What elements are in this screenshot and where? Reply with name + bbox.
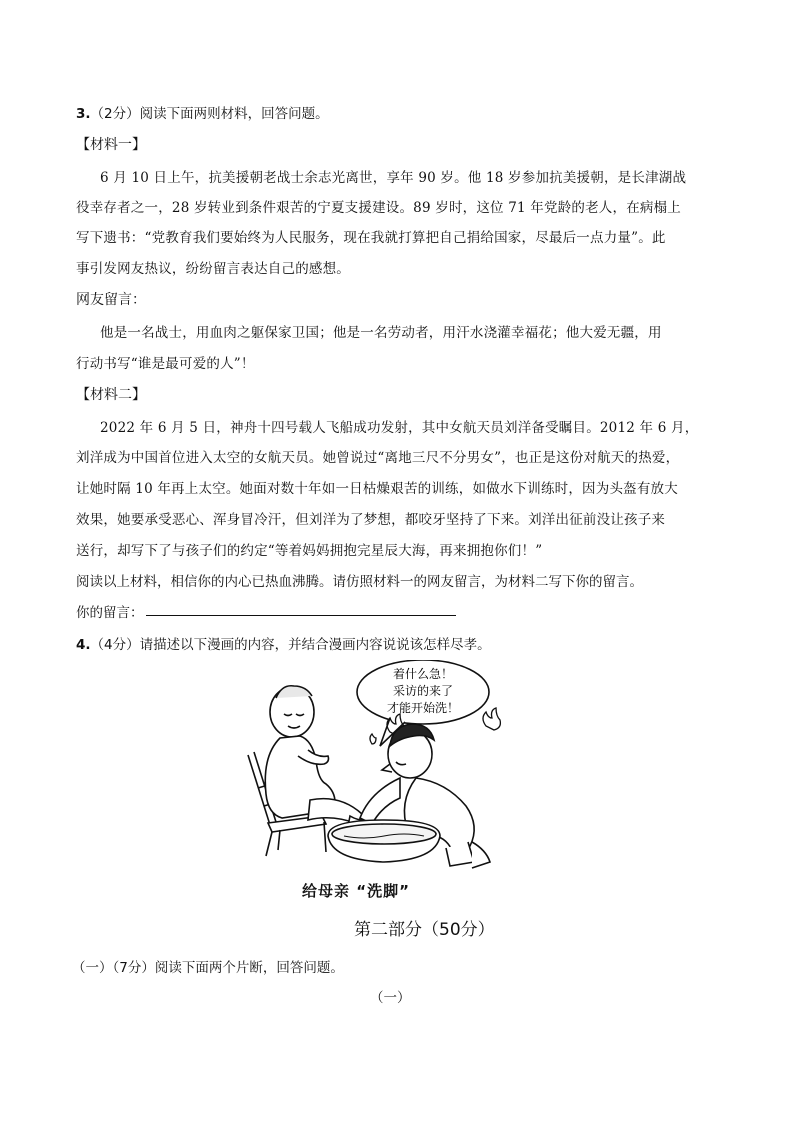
material-2-heading: 【材料二】 — [76, 387, 146, 403]
question-3-prompt — [76, 102, 329, 122]
question-3-number: 3. — [76, 106, 91, 122]
question-3-text: （2分）阅读下面两则材料，回答问题。 — [90, 106, 329, 122]
material-1-line: 役幸存者之一，28 岁转业到条件艰苦的宁夏支援建设。89 岁时，这位 71 年党龄的老人，在病榻上 — [76, 200, 681, 216]
speech-line: 才能开始洗！ — [386, 701, 460, 715]
material-1-heading: 【材料一】 — [76, 137, 146, 153]
question-4-number: 4. — [76, 637, 91, 653]
material-2-line: 让她时隔 10 年再上太空。她面对数十年如一日枯燥艰苦的训练，如做水下训练时，因为头盔有放大 — [76, 481, 678, 497]
material-2-line: 刘洋成为中国首位进入太空的女航天员。她曾说过“离地三尺不分男女”，也正是这份对航天的热爱， — [76, 450, 680, 466]
material-1-line: 6 月 10 日上午，抗美援朝老战士余志光离世，享年 90 岁。他 18 岁参加抗美援朝，是长津湖战 — [100, 170, 687, 186]
cartoon-caption: 给母亲 “洗脚” — [302, 882, 410, 900]
comment-line: 他是一名战士，用血肉之躯保家卫国；他是一名劳动者，用汗水浇灌幸福花；他大爱无疆，用 — [100, 325, 662, 341]
material-1-line: 写下遗书：“党教育我们要始终为人民服务，现在我就打算把自己捐给国家，尽最后一点力量”。此 — [76, 230, 666, 246]
comment-line: 行动书写“谁是最可爱的人”！ — [76, 356, 255, 372]
cartoon-illustration — [240, 660, 510, 875]
answer-blank-line[interactable] — [146, 615, 456, 616]
fragment-label: （一） — [370, 990, 411, 1006]
material-2-line: 2022 年 6 月 5 日，神舟十四号载人飞船成功发射，其中女航天员刘洋备受瞩目。2012 年 6 月， — [100, 420, 699, 436]
comment-heading: 网友留言： — [76, 292, 146, 308]
question-4-text: （4分）请描述以下漫画的内容，并结合漫画内容说说该怎样尽孝。 — [90, 637, 491, 653]
material-2-line: 效果，她要承受恶心、浑身冒冷汗，但刘洋为了梦想，都咬牙坚持了下来。刘洋出征前没让孩子来 — [76, 512, 666, 528]
speech-line: 着什么急！ — [392, 667, 454, 681]
mother-figure — [265, 686, 372, 830]
part-2-sub-question: （一）（7分）阅读下面两个片断，回答问题。 — [72, 960, 344, 976]
material-1-line: 事引发网友热议，纷纷留言表达自己的感想。 — [76, 261, 350, 277]
question-3-instruction: 阅读以上材料，相信你的内心已热血沸腾。请仿照材料一的网友留言，为材料二写下你的留言。 — [76, 574, 643, 590]
washbasin-icon — [328, 820, 440, 862]
question-4-prompt — [76, 633, 491, 653]
material-2-line: 送行，却写下了与孩子们的约定“等着妈妈拥抱完星辰大海，再来拥抱你们！” — [76, 543, 543, 559]
part-2-title: 第二部分（50分） — [354, 920, 495, 940]
answer-label: 你的留言： — [76, 605, 144, 621]
speech-line: 采访的来了 — [392, 684, 454, 698]
